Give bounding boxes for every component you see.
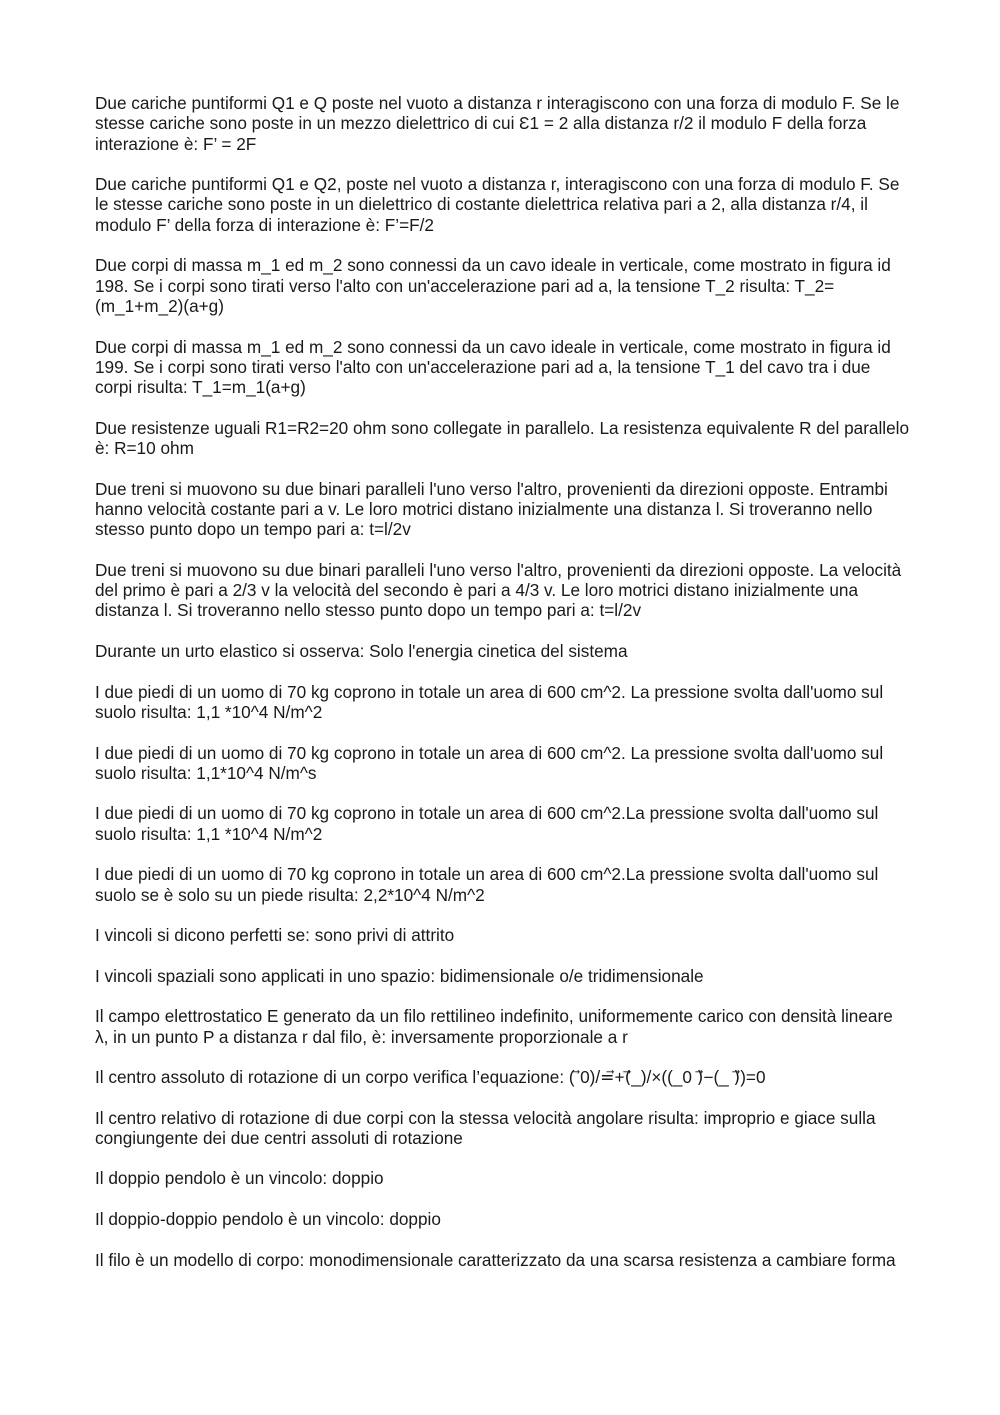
- paragraph: Il doppio-doppio pendolo è un vincolo: doppio: [95, 1209, 441, 1230]
- paragraph: I due piedi di un uomo di 70 kg coprono in totale un area di 600 cm^2. La pressione svolta dall'uomo sul suolo risulta: 1,1 *10^4 N/m^2: [95, 681, 884, 722]
- paragraph: Il centro relativo di rotazione di due corpi con la stessa velocità angolare risulta: improprio e giace sulla congiungente dei due centri assoluti di rotazione: [95, 1107, 876, 1148]
- paragraph: I vincoli si dicono perfetti se: sono privi di attrito: [95, 925, 455, 946]
- paragraph-formula: Il centro assoluto di rotazione di un corpo verifica l’equazione: ( ⃗0)/=⃗+(⃗_)/×((_0 )⃗−(_ )⃗)=0: [95, 1067, 766, 1088]
- paragraph: Due cariche puntiformi Q1 e Q2, poste nel vuoto a distanza r, interagiscono con una forza di modulo F. Se le stesse cariche sono poste in un dielettrico di costante dielettrica relativa pari a 2, alla distanza r/4, il modulo F’ della forza di interazione è: F’=F/2: [95, 174, 900, 235]
- paragraph: Il filo è un modello di corpo: monodimensionale caratterizzato da una scarsa resistenza a cambiare forma: [95, 1249, 896, 1270]
- paragraph: Due corpi di massa m_1 ed m_2 sono connessi da un cavo ideale in verticale, come mostrato in figura id 199. Se i corpi sono tirati verso l'alto con un'accelerazione pari ad a, la tensione T_1 del cavo tra i due corpi risulta: T_1=m_1(a+g): [95, 336, 891, 398]
- paragraph: I due piedi di un uomo di 70 kg coprono in totale un area di 600 cm^2. La pressione svolta dall'uomo sul suolo risulta: 1,1*10^4 N/m^s: [95, 742, 884, 783]
- paragraph: I due piedi di un uomo di 70 kg coprono in totale un area di 600 cm^2.La pressione svolta dall'uomo sul suolo se è solo su un piede risulta: 2,2*10^4 N/m^2: [95, 864, 879, 905]
- paragraph: Il campo elettrostatico E generato da un filo rettilineo indefinito, uniformemente carico con densità lineare λ, in un punto P a distanza r dal filo, è: inversamente proporzionale a r: [95, 1006, 893, 1047]
- paragraph: Due resistenze uguali R1=R2=20 ohm sono collegate in parallelo. La resistenza equivalente R del parallelo è: R=10 ohm: [95, 417, 910, 459]
- paragraph: Due treni si muovono su due binari paralleli l'uno verso l'altro, provenienti da direzioni opposte. La velocità del primo è pari a 2/3 v la velocità del secondo è pari a 4/3 v. Le loro motrici distano inizialmente una distanza l. Si troveranno nello stesso punto dopo un tempo pari a: t=l/2v: [95, 559, 902, 621]
- document-body: [95, 93, 910, 1290]
- paragraph: Due cariche puntiformi Q1 e Q poste nel vuoto a distanza r interagiscono con una forza di modulo F. Se le stesse cariche sono poste in un mezzo dielettrico di cui Ɛ1 = 2 alla distanza r/2 il modulo F della forza interazione è: F’ = 2F: [95, 93, 900, 154]
- paragraph: Due corpi di massa m_1 ed m_2 sono connessi da un cavo ideale in verticale, come mostrato in figura id 198. Se i corpi sono tirati verso l'alto con un'accelerazione pari ad a, la tensione T_2 risulta: T_2=(m_1+m_2)(a+g): [95, 255, 891, 316]
- paragraph: I vincoli spaziali sono applicati in uno spazio: bidimensionale o/e tridimensionale: [95, 965, 704, 986]
- paragraph: Durante un urto elastico si osserva: Solo l'energia cinetica del sistema: [95, 641, 628, 662]
- paragraph: I due piedi di un uomo di 70 kg coprono in totale un area di 600 cm^2.La pressione svolta dall'uomo sul suolo risulta: 1,1 *10^4 N/m^2: [95, 803, 879, 844]
- paragraph: Il doppio pendolo è un vincolo: doppio: [95, 1168, 384, 1189]
- paragraph: Due treni si muovono su due binari paralleli l'uno verso l'altro, provenienti da direzioni opposte. Entrambi hanno velocità costante pari a v. Le loro motrici distano inizialmente una distanza l. Si troveranno nello stesso punto dopo un tempo pari a: t=l/2v: [95, 478, 888, 540]
